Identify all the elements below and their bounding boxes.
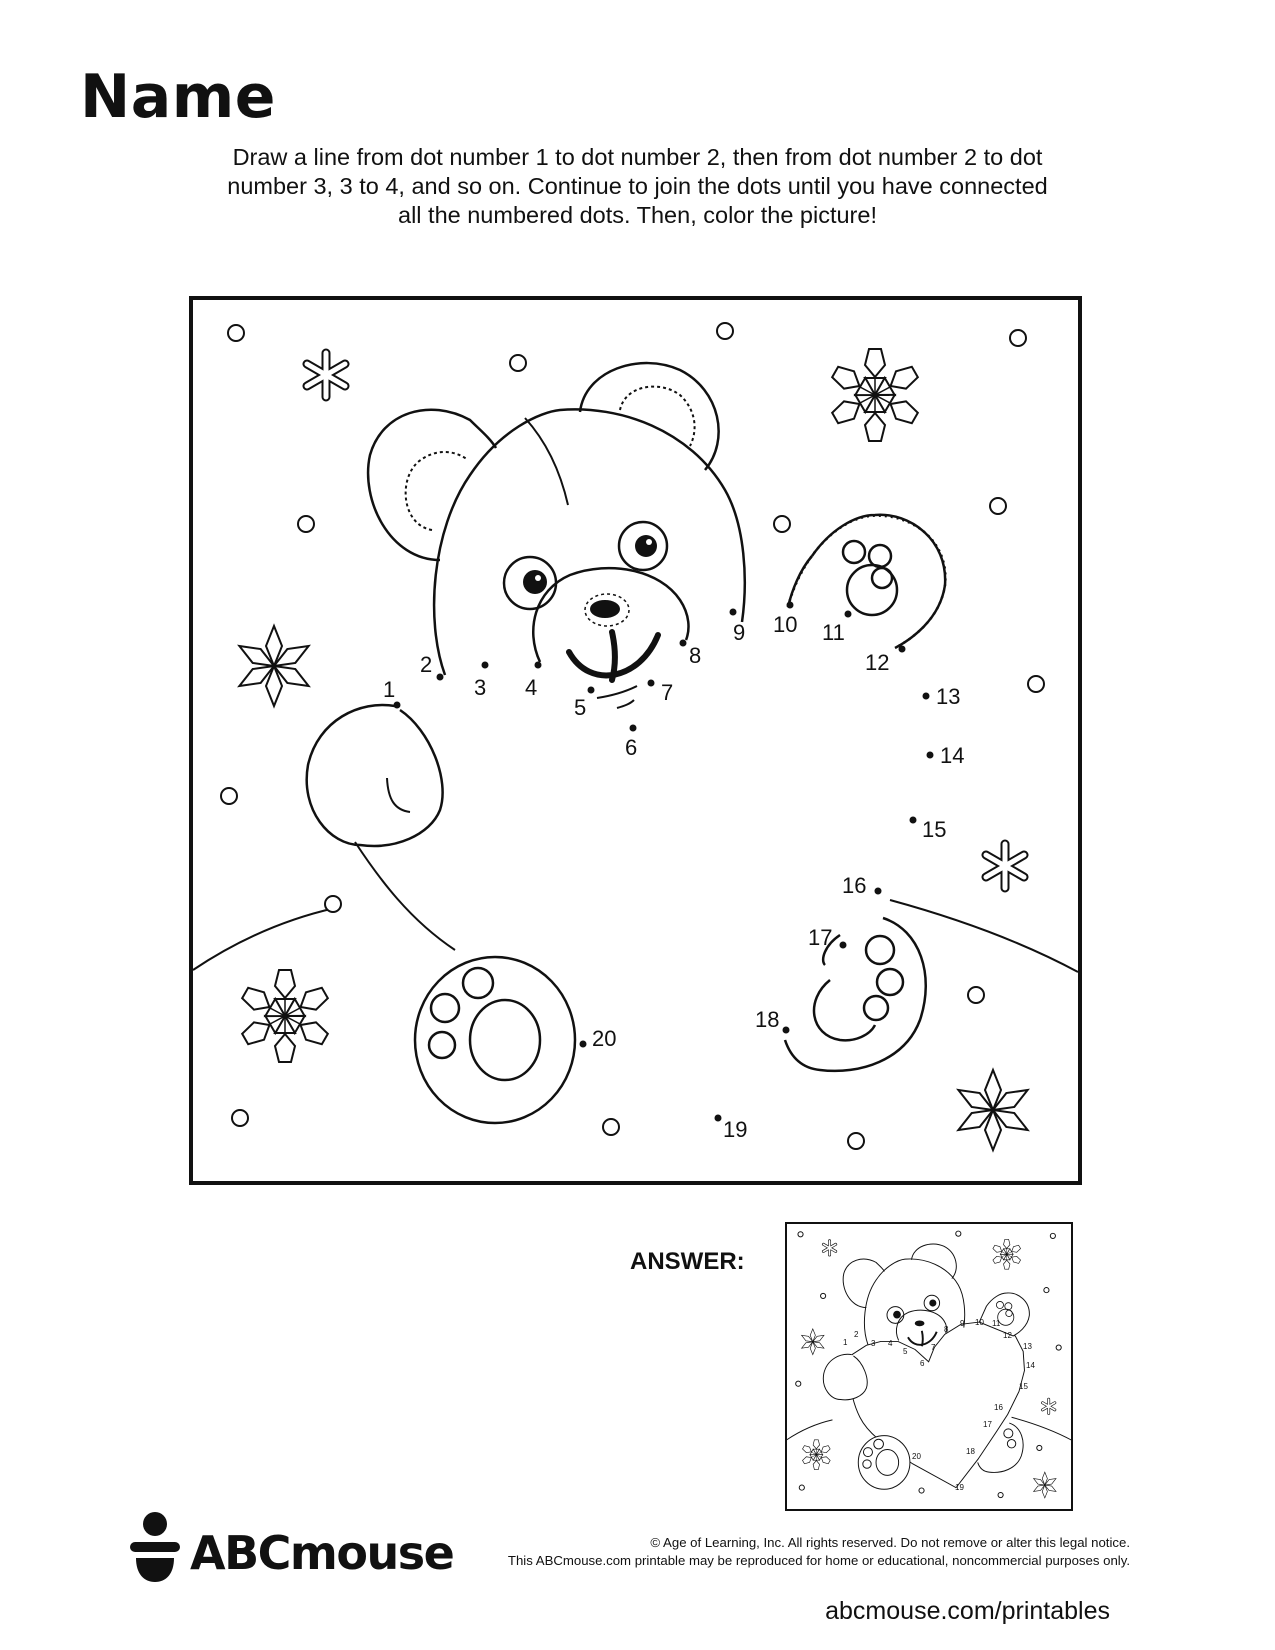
dot-16 <box>875 888 882 895</box>
dot-label: 12 <box>865 650 890 675</box>
dot-label: 13 <box>936 684 961 709</box>
dot-label: 17 <box>808 925 833 950</box>
snowflake-icon <box>235 626 312 706</box>
dot-20 <box>580 1041 587 1048</box>
answer-dot-label: 1 <box>843 1338 848 1347</box>
answer-dot-label: 7 <box>931 1343 936 1352</box>
answer-dot-label: 2 <box>854 1330 859 1339</box>
bear-pupil-left <box>523 570 547 594</box>
dot-label: 8 <box>689 643 702 668</box>
bear-head-seam <box>525 418 568 505</box>
bear-ear-right-inner <box>620 387 695 446</box>
answer-dot-label: 4 <box>888 1339 893 1348</box>
dot-4 <box>535 662 542 669</box>
dot-label: 10 <box>773 612 798 637</box>
dot-14 <box>927 752 934 759</box>
answer-dot-label: 15 <box>1019 1382 1028 1391</box>
dot-label: 14 <box>940 743 965 768</box>
dot-3 <box>482 662 489 669</box>
dot-label: 7 <box>661 680 674 705</box>
website-url[interactable]: abcmouse.com/printables <box>825 1597 1110 1625</box>
bear-ear-left <box>368 410 496 560</box>
bear-ear-right <box>580 363 719 470</box>
dot-label: 2 <box>420 652 433 677</box>
answer-dot-label: 19 <box>955 1483 964 1492</box>
answer-dot-label: 9 <box>960 1319 965 1328</box>
dot-label: 15 <box>922 817 947 842</box>
bear-foot-right <box>785 918 926 1071</box>
bear-arm-line <box>355 842 455 950</box>
instruction-line: number 3, 3 to 4, and so on. Continue to join the dots until you have connected <box>227 173 1048 199</box>
answer-dot-label: 5 <box>903 1347 908 1356</box>
dot-label: 1 <box>383 677 396 702</box>
dot-2 <box>437 674 444 681</box>
dot-10 <box>787 602 794 609</box>
dot-label: 11 <box>822 620 845 645</box>
legal-line: © Age of Learning, Inc. All rights reserved. Do not remove or alter this legal notice. <box>650 1535 1130 1550</box>
snowflake-icon <box>830 349 920 441</box>
answer-dot-label: 18 <box>966 1447 975 1456</box>
answer-dot-label: 3 <box>871 1339 876 1348</box>
dot-11 <box>845 611 852 618</box>
legal-notice <box>508 1534 1130 1570</box>
answer-dot-label: 13 <box>1023 1342 1032 1351</box>
answer-dot-label: 11 <box>992 1319 1001 1328</box>
answer-thumbnail <box>786 1223 1072 1510</box>
bear-nose <box>590 600 620 618</box>
snowflake-icon <box>986 844 1024 888</box>
answer-dot-label: 12 <box>1003 1331 1012 1340</box>
ground-line <box>890 900 1078 972</box>
instruction-line: all the numbered dots. Then, color the picture! <box>398 202 877 228</box>
snowflake-icon <box>954 1070 1031 1150</box>
answer-dot-label: 6 <box>920 1359 925 1368</box>
bear-ear-left-inner <box>406 452 468 530</box>
answer-dot-label: 17 <box>983 1420 992 1429</box>
dot-13 <box>923 693 930 700</box>
bear-foot-left <box>415 957 575 1123</box>
bear-head-outline <box>434 409 745 675</box>
dot-label: 18 <box>755 1007 780 1032</box>
dot-17 <box>840 942 847 949</box>
legal-line: This ABCmouse.com printable may be reproduced for home or educational, noncommercial purposes only. <box>507 1553 1130 1568</box>
dot-7 <box>648 680 655 687</box>
brand-name: ABCmouse <box>190 1526 454 1580</box>
dot-label: 20 <box>592 1026 617 1051</box>
snowflake-icon <box>240 970 330 1062</box>
dot-label: 3 <box>474 675 487 700</box>
bear-pupil-right <box>635 535 657 557</box>
answer-dot-label: 8 <box>944 1325 949 1334</box>
dot-label: 5 <box>574 695 587 720</box>
answer-dot-label: 10 <box>975 1318 984 1327</box>
dot-label: 9 <box>733 620 746 645</box>
dot-label: 6 <box>625 735 638 760</box>
instruction-line: Draw a line from dot number 1 to dot number 2, then from dot number 2 to dot <box>232 144 1043 170</box>
dot-15 <box>910 817 917 824</box>
bear-mouth <box>569 632 658 680</box>
dot-label: 16 <box>842 873 867 898</box>
snowflake-icon <box>307 353 345 397</box>
bear-arm-left <box>307 705 443 846</box>
dot-1 <box>394 702 401 709</box>
dot-18 <box>783 1027 790 1034</box>
dot-label: 19 <box>723 1117 748 1142</box>
dot-8 <box>680 640 687 647</box>
dot-6 <box>630 725 637 732</box>
answer-dot-label: 14 <box>1026 1361 1035 1370</box>
dot-5 <box>588 687 595 694</box>
dot-label: 4 <box>525 675 538 700</box>
dot-19 <box>715 1115 722 1122</box>
dot-9 <box>730 609 737 616</box>
answer-dot-label: 20 <box>912 1452 921 1461</box>
answer-label: ANSWER: <box>630 1248 745 1275</box>
dot-12 <box>899 646 906 653</box>
answer-dot-label: 16 <box>994 1403 1003 1412</box>
abcmouse-logo-icon <box>130 1510 190 1600</box>
ground-line <box>193 908 335 970</box>
name-heading: Name <box>80 62 276 132</box>
